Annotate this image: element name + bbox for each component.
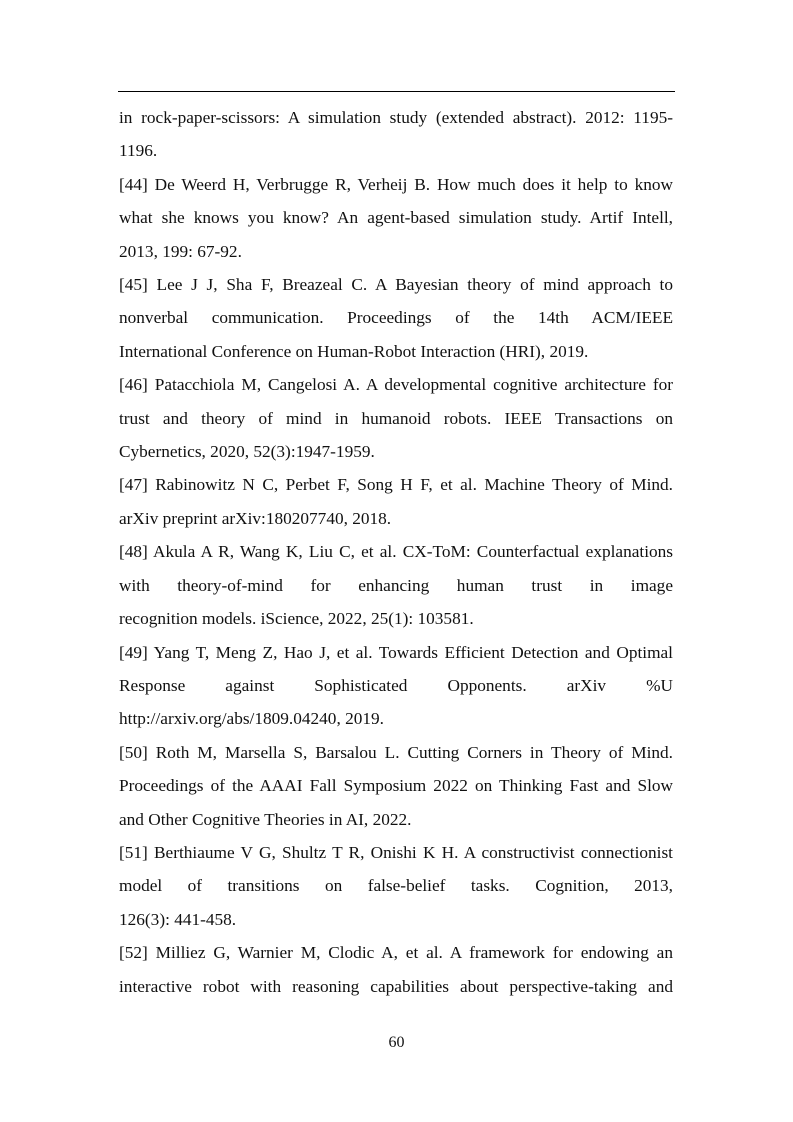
reference-item [119, 535, 673, 635]
reference-text-end: arXiv preprint arXiv:180207740, 2018. [119, 508, 392, 528]
reference-text-end: 2013, 199: 67-92. [119, 241, 242, 261]
reference-text-end: 1196. [119, 141, 158, 161]
reference-list [119, 101, 673, 1003]
reference-item [119, 101, 673, 168]
reference-text: [51] Berthiaume V G, Shultz T R, Onishi K H. A constructivist connectionist model of transitions on false-belief tasks. Cognition, 2013, [119, 842, 673, 896]
reference-item [119, 836, 673, 936]
reference-text: [50] Roth M, Marsella S, Barsalou L. Cutting Corners in Theory of Mind. Proceedings of the AAAI Fall Symposium 2022 on Thinking Fast and Slow [119, 742, 673, 796]
reference-text: [45] Lee J J, Sha F, Breazeal C. A Bayesian theory of mind approach to nonverbal communication. Proceedings of the 14th ACM/IEEE [119, 275, 673, 328]
reference-text: [48] Akula A R, Wang K, Liu C, et al. CX-ToM: Counterfactual explanations with theory-of-mind for enhancing human trust in image [119, 542, 673, 595]
reference-text-end: International Conference on Human-Robot Interaction (HRI), 2019. [119, 341, 589, 361]
reference-item [119, 368, 673, 468]
reference-text: [47] Rabinowitz N C, Perbet F, Song H F, et al. Machine Theory of Mind. [119, 475, 673, 495]
reference-text-end: 126(3): 441-458. [119, 909, 237, 929]
header-rule [118, 91, 675, 92]
reference-text: [46] Patacchiola M, Cangelosi A. A developmental cognitive architecture for trust and theory of mind in humanoid robots. IEEE Transactions on [119, 375, 673, 428]
reference-text: [52] Milliez G, Warnier M, Clodic A, et al. A framework for endowing an interactive robot with reasoning capabilities about perspective-taking and [119, 943, 673, 996]
reference-item [119, 268, 673, 368]
reference-item [119, 736, 673, 836]
reference-item [119, 168, 673, 268]
reference-text: [44] De Weerd H, Verbrugge R, Verheij B. How much does it help to know what she knows you know? An agent-based simulation study. Artif Intell, [119, 174, 673, 228]
reference-text: [49] Yang T, Meng Z, Hao J, et al. Towards Efficient Detection and Optimal Response against Sophisticated Opponents. arXiv %U [119, 642, 673, 695]
reference-text-end: recognition models. iScience, 2022, 25(1): 103581. [119, 609, 474, 629]
reference-text: in rock-paper-scissors: A simulation study (extended abstract). 2012: 1195- [119, 108, 673, 127]
reference-item [119, 636, 673, 736]
reference-text-end: and Other Cognitive Theories in AI, 2022. [119, 809, 412, 829]
reference-item [119, 936, 673, 1003]
reference-text-end: Cybernetics, 2020, 52(3):1947-1959. [119, 442, 375, 462]
page-number: 60 [388, 1034, 405, 1051]
reference-text-end: http://arxiv.org/abs/1809.04240, 2019. [119, 709, 384, 729]
reference-item [119, 468, 673, 535]
